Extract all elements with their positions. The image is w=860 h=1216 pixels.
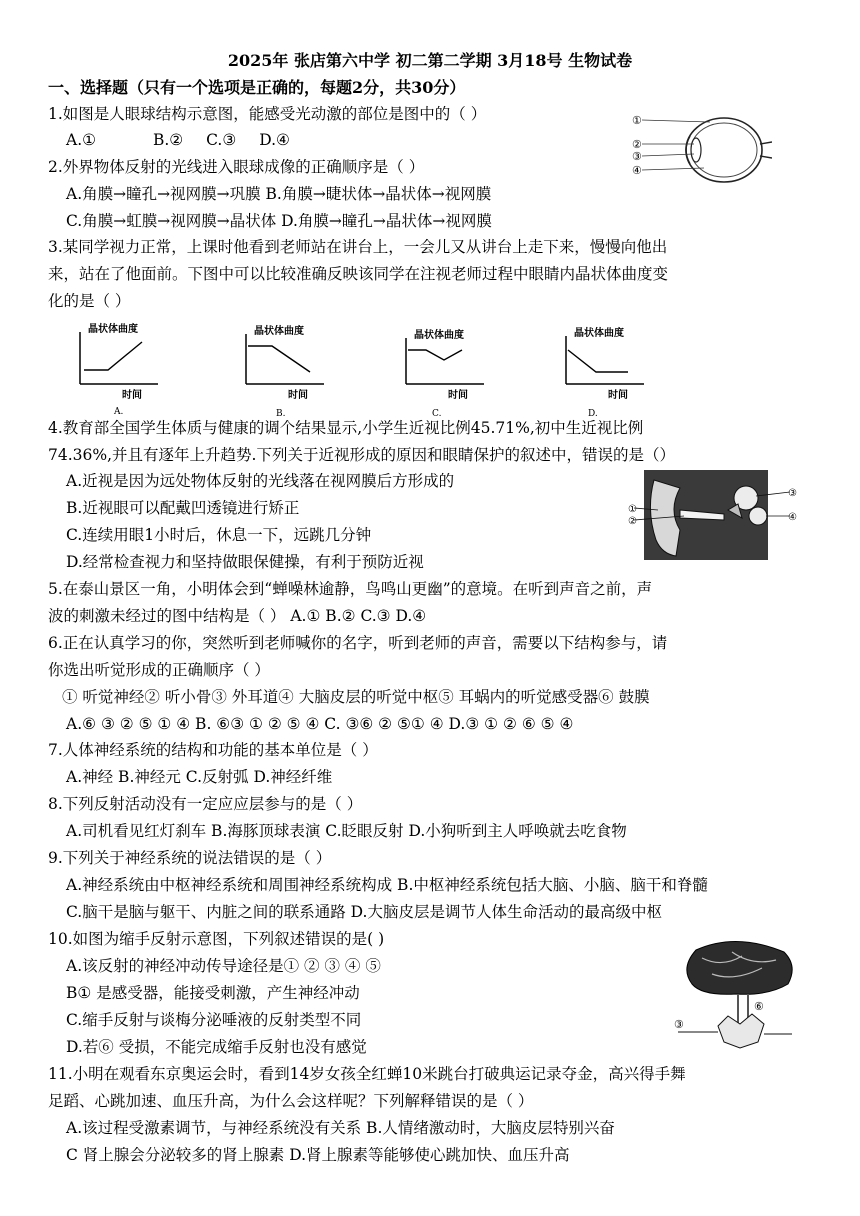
question-10-stem: 10.如图为缩手反射示意图，下列叙述错误的是( ) <box>48 930 385 948</box>
question-6-options: A.⑥ ③ ② ⑤ ① ④ B. ⑥③ ① ② ⑤ ④ C. ③⑥ ② ⑤① ④ D.③ ① ② ⑥ ⑤ ④ <box>66 715 574 733</box>
question-6-line-1: 6.正在认真学习的你，突然听到老师喊你的名字，听到老师的声音，需要以下结构参与，请 <box>48 634 668 652</box>
question-10-option-d: D.若⑥ 受损，不能完成缩手反射也没有感觉 <box>66 1038 367 1056</box>
question-11-options-ab: A.该过程受激素调节，与神经系统没有关系 B.人情绪激动时，大脑皮层特别兴奋 <box>66 1119 615 1137</box>
question-4-option-b: B.近视眼可以配戴凹透镜进行矫正 <box>66 499 300 517</box>
question-4-option-d: D.经常检查视力和坚持做眼保健操，有利于预防近视 <box>66 553 424 571</box>
graph-a <box>70 322 170 418</box>
question-1-options <box>66 130 290 150</box>
question-3-line-2: 来，站在了他面前。下图中可以比较准确反映该同学在注视老师过程中眼睛内晶状体曲度变 <box>48 265 669 283</box>
ear-label-3: ③ <box>788 488 797 499</box>
graph-c-xlabel: 时间 <box>448 390 468 401</box>
question-4-option-a: A.近视是因为远处物体反射的光线落在视网膜后方形成的 <box>66 472 455 490</box>
graph-b-xlabel: 时间 <box>288 390 308 401</box>
eye-label-3: ③ <box>632 150 642 163</box>
question-5-line-1: 5.在泰山景区一角，小明体会到“蝉噪林逾静，鸟鸣山更幽”的意境。在听到声音之前，声 <box>48 580 653 598</box>
question-10-option-c: C.缩手反射与谈梅分泌唾液的反射类型不同 <box>66 1011 362 1029</box>
question-3-line-3: 化的是（ ） <box>48 292 131 310</box>
reflex-arc-diagram <box>672 938 800 1058</box>
graph-b <box>236 322 336 418</box>
graph-c-option: C. <box>432 409 442 418</box>
eye-label-1: ① <box>632 114 642 127</box>
question-9-options-ab: A.神经系统由中枢神经系统和周围神经系统构成 B.中枢神经系统包括大脑、小脑、脑干和脊髓 <box>66 876 708 894</box>
question-2-options-ab: A.角膜→瞳孔→视网膜→巩膜 B.角膜→睫状体→晶状体→视网膜 <box>66 185 492 203</box>
ear-label-2: ② <box>628 516 637 527</box>
graph-d-ylabel: 晶状体曲度 <box>574 328 624 339</box>
graph-b-ylabel: 晶状体曲度 <box>254 326 304 337</box>
question-11-line-2: 足蹈、心跳加速、血压升高，为什么会这样呢？下列解释错误的是（ ） <box>48 1092 534 1110</box>
question-5-line-2: 波的刺激未经过的图中结构是（ ） A.① B.② C.③ D.④ <box>48 607 427 625</box>
question-10-option-b: B① 是感受器，能接受刺激，产生神经冲动 <box>66 984 360 1002</box>
graph-d-option: D. <box>588 409 598 418</box>
question-2-stem: 2.外界物体反射的光线进入眼球成像的正确顺序是（ ） <box>48 158 425 176</box>
graph-d <box>556 322 656 418</box>
question-8-options: A.司机看见红灯刹车 B.海豚顶球表演 C.眨眼反射 D.小狗听到主人呼唤就去吃食物 <box>66 822 627 840</box>
graph-c <box>396 322 496 418</box>
question-6-line-2: 你选出听觉形成的正确顺序（ ） <box>48 661 270 679</box>
question-10-option-a: A.该反射的神经冲动传导途径是① ② ③ ④ ⑤ <box>66 957 381 975</box>
question-4-line-1: 4.教育部全国学生体质与健康的调个结果显示,小学生近视比例45.71%,初中生近视比例 <box>48 419 644 437</box>
reflex-label-6: ⑥ <box>754 1000 764 1013</box>
exam-title: 2025年 张店第六中学 初二第二学期 3月18号 生物试卷 <box>227 51 633 70</box>
graph-d-xlabel: 时间 <box>608 390 628 401</box>
option-d: D.④ <box>259 131 290 149</box>
question-9-options-cd: C.脑干是脑与躯干、内脏之间的联系通路 D.大脑皮层是调节人体生命活动的最高级中枢 <box>66 903 662 921</box>
graph-a-option: A. <box>114 407 124 417</box>
question-6-structures: ① 听觉神经② 听小骨③ 外耳道④ 大脑皮层的听觉中枢⑤ 耳蜗内的听觉感受器⑥ 鼓膜 <box>62 688 650 706</box>
question-4-option-c: C.连续用眼1小时后，休息一下，远跳几分钟 <box>66 526 372 544</box>
eye-label-2: ② <box>632 138 642 151</box>
question-7-options: A.神经 B.神经元 C.反射弧 D.神经纤维 <box>66 768 333 786</box>
reflex-label-3: ③ <box>674 1018 684 1031</box>
option-b: B.② <box>152 131 184 149</box>
ear-diagram <box>628 470 800 562</box>
question-9-stem: 9.下列关于神经系统的说法错误的是（ ） <box>48 849 332 867</box>
option-c: C.③ <box>206 131 237 149</box>
question-2-options-cd: C.角膜→虹膜→视网膜→晶状体 D.角膜→瞳孔→晶状体→视网膜 <box>66 212 492 230</box>
graph-b-option: B. <box>276 409 286 418</box>
question-7-stem: 7.人体神经系统的结构和功能的基本单位是（ ） <box>48 741 378 759</box>
eyeball-diagram <box>632 108 772 186</box>
question-11-line-1: 11.小明在观看东京奥运会时，看到14岁女孩全红蝉10米跳台打破典运记录夺金，高兴得手舞 <box>48 1065 686 1083</box>
graph-a-ylabel: 晶状体曲度 <box>88 324 138 335</box>
question-8-stem: 8.下列反射活动没有一定应应层参与的是（ ） <box>48 795 363 813</box>
question-3-line-1: 3.某同学视力正常，上课时他看到老师站在讲台上，一会儿又从讲台上走下来，慢慢向他出 <box>48 238 668 256</box>
eye-label-4: ④ <box>632 164 642 177</box>
ear-label-4: ④ <box>788 512 797 523</box>
ear-label-1: ① <box>628 504 637 515</box>
question-11-options-cd: C 肾上腺会分泌较多的肾上腺素 D.肾上腺素等能够使心跳加快、血压升高 <box>66 1146 570 1164</box>
question-1-stem: 1.如图是人眼球结构示意图，能感受光动激的部位是图中的（ ） <box>48 105 487 123</box>
question-4-line-2: 74.36%,并且有逐年上升趋势.下列关于近视形成的原因和眼睛保护的叙述中，错误的是（） <box>48 446 675 464</box>
section-heading: 一、选择题（只有一个选项是正确的，每题2分，共30分） <box>48 78 466 97</box>
option-a: A.① <box>66 131 97 149</box>
graph-c-ylabel: 晶状体曲度 <box>414 330 464 341</box>
graph-a-xlabel: 时间 <box>122 390 142 401</box>
